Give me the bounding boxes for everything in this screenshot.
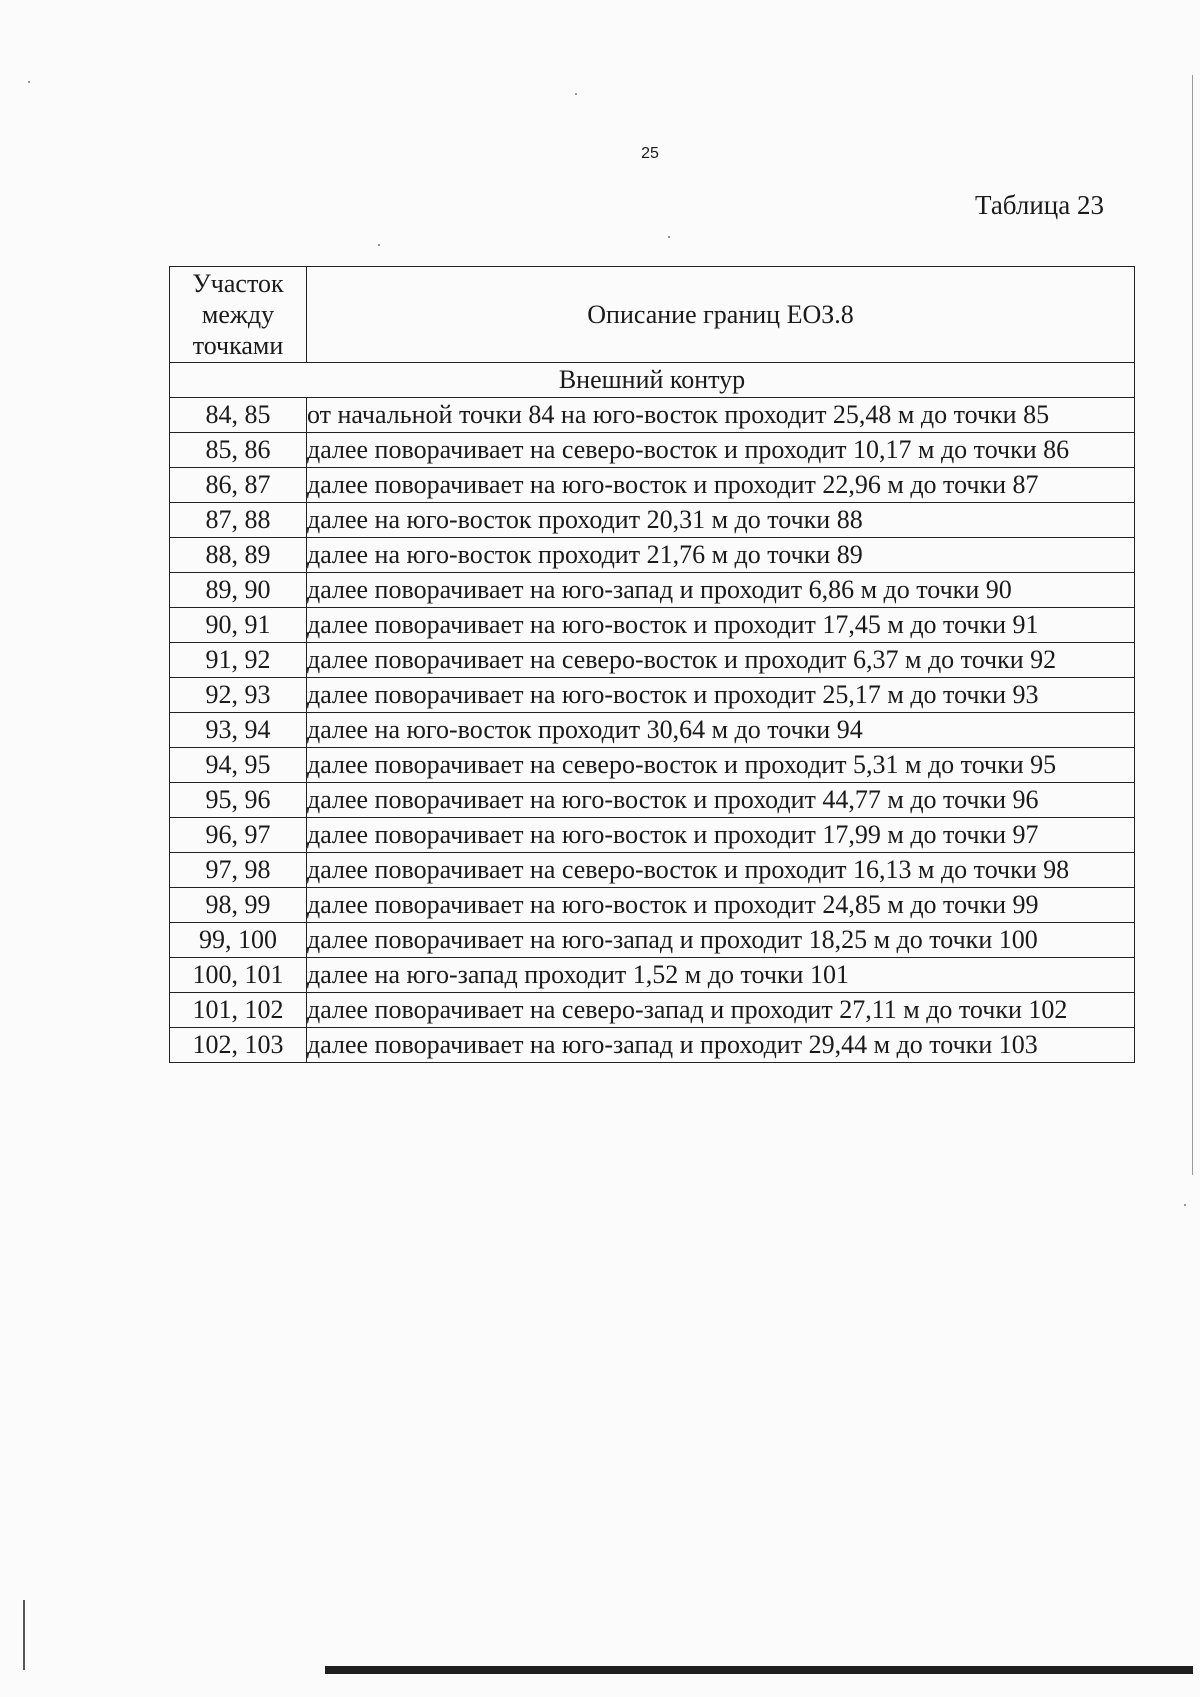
description-cell: далее поворачивает на северо-восток и проходит 5,31 м до точки 95 (307, 748, 1135, 783)
segment-cell: 94, 95 (170, 748, 307, 783)
table-row (170, 643, 1135, 678)
page-number: 25 (641, 145, 659, 162)
segment-cell: 93, 94 (170, 713, 307, 748)
scan-speck (28, 81, 30, 83)
description-cell: далее на юго-восток проходит 21,76 м до точки 89 (307, 538, 1135, 573)
description-column-header: Описание границ ЕОЗ.8 (307, 267, 1135, 363)
boundary-table (169, 266, 1135, 1063)
table-row (170, 783, 1135, 818)
segment-cell: 102, 103 (170, 1028, 307, 1063)
table-row (170, 538, 1135, 573)
table-row (170, 503, 1135, 538)
segment-cell: 86, 87 (170, 468, 307, 503)
segment-cell: 91, 92 (170, 643, 307, 678)
segment-column-header: Участок между точками (170, 267, 307, 363)
table-label: Таблица 23 (975, 190, 1104, 220)
description-cell: далее поворачивает на юго-запад и проходит 29,44 м до точки 103 (307, 1028, 1135, 1063)
description-cell: далее поворачивает на юго-восток и проходит 17,45 м до точки 91 (307, 608, 1135, 643)
table-row (170, 573, 1135, 608)
segment-cell: 99, 100 (170, 923, 307, 958)
description-cell: далее поворачивает на юго-восток и проходит 24,85 м до точки 99 (307, 888, 1135, 923)
description-cell: далее поворачивает на юго-восток и проходит 22,96 м до точки 87 (307, 468, 1135, 503)
table-row (170, 818, 1135, 853)
table-row (170, 923, 1135, 958)
segment-cell: 90, 91 (170, 608, 307, 643)
section-title: Внешний контур (170, 363, 1135, 398)
description-cell: далее поворачивает на юго-восток и проходит 44,77 м до точки 96 (307, 783, 1135, 818)
table-row (170, 993, 1135, 1028)
segment-cell: 96, 97 (170, 818, 307, 853)
description-cell: далее на юго-запад проходит 1,52 м до точки 101 (307, 958, 1135, 993)
scan-speck (1184, 1204, 1186, 1206)
description-cell: далее поворачивает на юго-восток и проходит 17,99 м до точки 97 (307, 818, 1135, 853)
scan-edge-left (23, 1600, 25, 1670)
table-row (170, 1028, 1135, 1063)
segment-cell: 100, 101 (170, 958, 307, 993)
scan-speck (378, 244, 380, 246)
segment-cell: 98, 99 (170, 888, 307, 923)
description-cell: далее поворачивает на северо-восток и проходит 10,17 м до точки 86 (307, 433, 1135, 468)
description-cell: далее на юго-восток проходит 20,31 м до точки 88 (307, 503, 1135, 538)
segment-cell: 89, 90 (170, 573, 307, 608)
segment-cell: 101, 102 (170, 993, 307, 1028)
scan-speck (575, 93, 577, 95)
scan-edge-right (1192, 75, 1193, 1175)
table-row (170, 888, 1135, 923)
description-cell: далее поворачивает на северо-запад и проходит 27,11 м до точки 102 (307, 993, 1135, 1028)
segment-cell: 87, 88 (170, 503, 307, 538)
table-row (170, 713, 1135, 748)
table-row (170, 433, 1135, 468)
table-row (170, 398, 1135, 433)
description-cell: от начальной точки 84 на юго-восток проходит 25,48 м до точки 85 (307, 398, 1135, 433)
segment-cell: 88, 89 (170, 538, 307, 573)
table-row (170, 468, 1135, 503)
segment-cell: 85, 86 (170, 433, 307, 468)
scan-edge-bottom (325, 1666, 1193, 1674)
description-cell: далее поворачивает на северо-восток и проходит 16,13 м до точки 98 (307, 853, 1135, 888)
table-row (170, 608, 1135, 643)
table-row (170, 678, 1135, 713)
description-cell: далее поворачивает на северо-восток и проходит 6,37 м до точки 92 (307, 643, 1135, 678)
description-cell: далее на юго-восток проходит 30,64 м до точки 94 (307, 713, 1135, 748)
section-row (170, 363, 1135, 398)
table-row (170, 853, 1135, 888)
segment-cell: 97, 98 (170, 853, 307, 888)
scan-speck (668, 236, 670, 238)
segment-cell: 84, 85 (170, 398, 307, 433)
table-row (170, 748, 1135, 783)
description-cell: далее поворачивает на юго-запад и проходит 6,86 м до точки 90 (307, 573, 1135, 608)
description-cell: далее поворачивает на юго-запад и проходит 18,25 м до точки 100 (307, 923, 1135, 958)
table-row (170, 958, 1135, 993)
description-cell: далее поворачивает на юго-восток и проходит 25,17 м до точки 93 (307, 678, 1135, 713)
segment-cell: 92, 93 (170, 678, 307, 713)
segment-cell: 95, 96 (170, 783, 307, 818)
table-header-row (170, 267, 1135, 363)
